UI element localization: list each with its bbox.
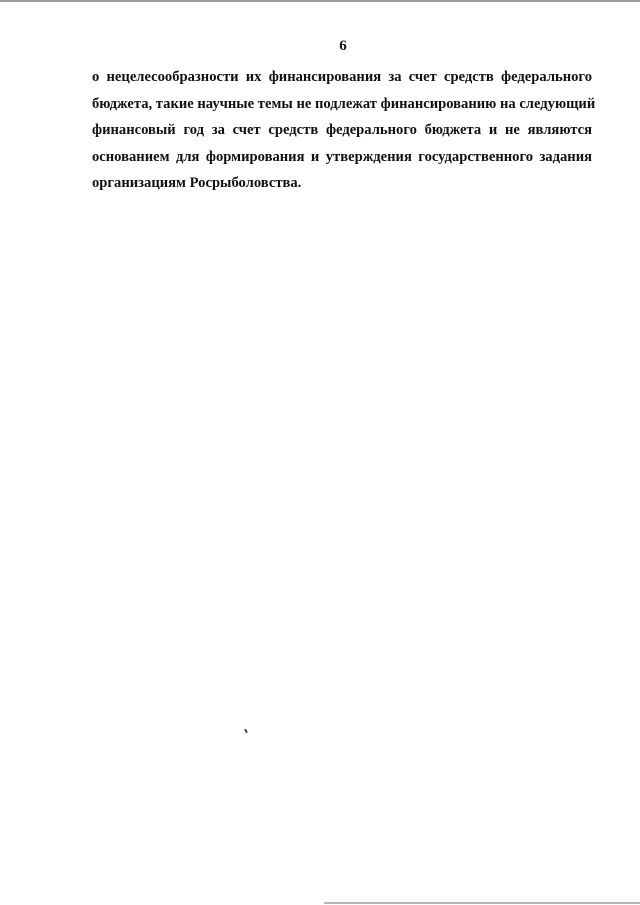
paragraph-line: организациям Росрыболовства. xyxy=(92,175,302,191)
paragraph-line: финансовый год за счет средств федерального бюджета и не являются xyxy=(92,122,592,138)
scan-top-edge xyxy=(0,0,640,2)
page-number: 6 xyxy=(339,38,347,54)
body-paragraph xyxy=(92,64,596,197)
paragraph-line: о нецелесообразности их финансирования за счет средств федерального xyxy=(92,69,592,85)
paragraph-line: бюджета, такие научные темы не подлежат финансированию на следующий xyxy=(92,95,596,112)
paragraph-line: основанием для формирования и утверждения государственного задания xyxy=(92,148,592,165)
scan-bottom-edge xyxy=(324,902,640,904)
scan-speck xyxy=(244,729,248,733)
